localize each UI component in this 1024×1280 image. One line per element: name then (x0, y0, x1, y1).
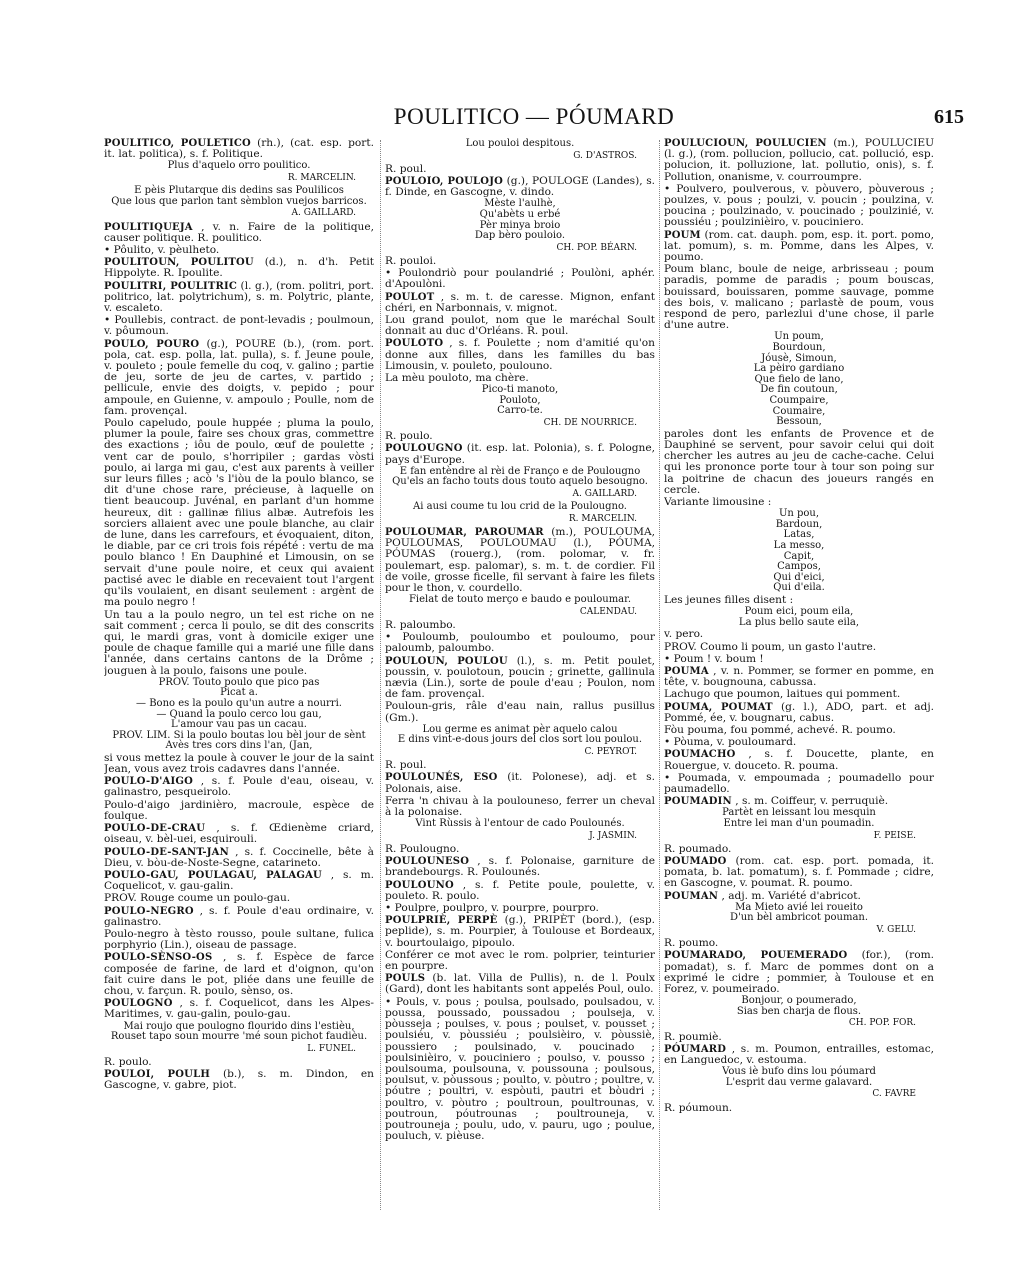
entry-text: v. pero. (664, 628, 704, 641)
quotation-line: D'un bèl ambricot pouman. (729, 912, 869, 924)
entry-text: • Pòuma, v. pouloumard. (664, 736, 797, 749)
running-title: POULITICO — PÓUMARD (393, 104, 675, 129)
quotation-line: Coumpaire, (769, 395, 829, 407)
dictionary-entry (385, 527, 655, 594)
entry-headword: POULUCIOUN, POULUCIEN (664, 138, 827, 149)
entry-definition: (m.), POULOUMA, POULOUMAS, POULOUMAU (l.), PÓUMA, PÓUMAS (rouerg.), (rom. polomar, v. fr. poulemart, esp. palomar), s. m. t. de cordier. Fil de voile, grosse ficelle, fil servant à faire les filets pour le thon, v. courdello. (385, 526, 655, 595)
dictionary-entry (664, 796, 934, 807)
running-head (104, 104, 964, 136)
entry-headword: POULOI, POULH (104, 1069, 210, 1081)
quotation-line: De fin coutoun, (760, 384, 838, 396)
entry-headword: POULO-D'AIGO (104, 776, 194, 788)
quotation-line: Un pou, (778, 508, 820, 520)
quotation-line: Qu'abèts u erbé (479, 209, 561, 220)
quotation-line: Qu'els an facho touts dous touto aquelo besougno. (392, 476, 648, 488)
dictionary-entry (664, 230, 934, 264)
quotation-line: La pèiro gardiano (753, 363, 845, 375)
quotation (385, 595, 655, 606)
entry-text: Variante limousine : (664, 496, 772, 509)
quotation-line: L'esprit dau verme galavard. (725, 1076, 873, 1088)
dictionary-entry (385, 973, 655, 995)
dictionary-entry (385, 338, 655, 372)
quotation-line: Partèt en leissant lou mesquin (722, 807, 876, 819)
dictionary-entry (385, 176, 655, 198)
quotation-attribution: R. MARCELIN. (287, 173, 356, 183)
entry-definition: , s. m. Coiffeur, v. perruquiè. (731, 795, 889, 808)
entry-headword: POULITRI, POULITRIC (104, 280, 238, 292)
quotation-attribution: CH. POP. BÉARN. (556, 242, 637, 253)
entry-text: Lachugo que poumon, laitues qui pomment. (664, 688, 901, 701)
quotation-line: Latas, (783, 529, 815, 541)
dictionary-entry (104, 1069, 374, 1091)
entry-text: • Pouls, v. pous ; poulsa, poulsado, poulsadou, v. poussa, poussado, poussadou ; poulseja, v. pòusseja ; poulses, v. pous ; poulset, v. pousset ; poulsiéu, v. pòussiéu ; poulsièiro, v. pòussiè, poussiero ; poulsinado, v. poucinado ; poulsinièiro, v. pouciniero ; poulso, v. pousso ; poulsouma, poulsouna, v. poussouna ; poulsous, poulsut, v. pòussous ; poulto, v. pòutro ; poultre, v. póutre ; poultri, v. espòuti, pautri et bòudri ; poultro, v. pòutro ; poultroun, poultrounas, v. poutroun, póutrounas ; poultrouneja, v. poutrouneja ; poulu, udo, v. pauru, ugo ; poulue, pouluch, v. pièuse. (385, 995, 655, 1143)
entry-headword: POULS (385, 973, 426, 985)
quotation (664, 1067, 934, 1088)
quotation-attribution: A. GAILLARD. (291, 208, 356, 219)
entry-headword: POULPRIÈ, PERPÈ (385, 915, 498, 927)
entry-definition: , adj. m. Variété d'abricot. (718, 889, 861, 902)
dictionary-entry (385, 772, 655, 794)
entry-headword: POUMA, POUMAT (664, 701, 773, 713)
dictionary-entry (664, 950, 934, 995)
entry-definition: (l.), s. m. Petit poulet, poussin, v. poulotoun, poucin ; grinette, gallinula nævia (Lin.), sorte de poule d'eau ; Poulon, nom de fam. provençal. (385, 654, 655, 701)
quotation-line: Plus d'aquelo orro poulitico. (167, 160, 311, 172)
entry-headword: POULO, POURO (104, 338, 200, 350)
quotation (104, 161, 374, 172)
quotation-line: PROV. Touto poulo que pico pas (158, 676, 320, 688)
quotation-attribution: V. GELU. (876, 925, 916, 935)
quotation (104, 1022, 374, 1043)
quotation (664, 808, 934, 829)
dictionary-entry (104, 776, 374, 798)
entry-text: si vous mettez la poule à couver le jour de la saint Jean, vous avez trois cadavres dans l'année. (104, 751, 374, 776)
quotation-attribution: C. PEYROT. (584, 747, 637, 758)
quotation (664, 332, 934, 427)
entry-headword: POUMADO (664, 856, 727, 867)
etymology-reference: R. poumo. (664, 937, 719, 950)
quotation (664, 996, 934, 1017)
dictionary-entry (104, 138, 374, 160)
entry-headword: POULOUNO (385, 879, 454, 891)
quotation-line: Coumaire, (772, 405, 826, 417)
entry-headword: POULOUN, POULOU (385, 655, 508, 667)
quotation (385, 467, 655, 488)
quotation (385, 819, 655, 830)
entry-definition: , s. f. Poule d'eau, oiseau, v. galinastro, pesqueirolo. (104, 775, 374, 799)
quotation-line: E pèis Plutarque dis dedins sas Poulilicos (134, 185, 344, 197)
column-divider (659, 140, 660, 1210)
entry-definition: (rh.), (cat. esp. port. it. lat. politica), s. f. Politique. (104, 138, 374, 161)
entry-definition: , s. f. Coquelicot, dans les Alpes-Maritimes, v. gau-galin, poulo-gau. (104, 997, 374, 1021)
dictionary-entry (385, 443, 655, 465)
entry-text: • Pouloumb, pouloumbo et pouloumo, pour paloumb, paloumbo. (385, 631, 655, 655)
entry-definition: , s. m. t. de caresse. Mignon, enfant chéri, en Narbonnais, v. mignot. (385, 290, 655, 314)
entry-definition: , s. f. Poulette ; nom d'amitié qu'on donne aux filles, dans les familles du bas Limousin, v. pouleto, poulouno. (385, 337, 655, 372)
quotation-line: Carro-te. (497, 405, 543, 417)
entry-definition: , v. n. Faire de la politique, causer politique. R. poulitico. (104, 220, 374, 244)
quotation-line: La messo, (773, 540, 825, 551)
dictionary-entry (664, 1044, 934, 1066)
dictionary-entry (104, 257, 374, 279)
entry-definition: (g.), POURE (b.), (rom. port. pola, cat. esp. polla, lat. pulla), s. f. Jeune poule, v. pouleto ; poule femelle du coq, v. galino ; partie de jeu, sorte de jeu de cartes, v. partido ; pellicule, envie des doigts, v. pepido ; pour ampoule, en Guienne, v. ampoulo ; Poulle, nom de fam. provençal. (104, 337, 374, 417)
entry-headword: POUM (664, 229, 701, 241)
quotation-line: PROV. LIM. Si la poulo boutas lou bèl jour de sènt (112, 729, 366, 741)
entry-headword: POULOIO, POULOJO (385, 176, 504, 187)
quotation-attribution: R. MARCELIN. (568, 513, 637, 524)
quotation (104, 186, 374, 207)
quotation-line: Ma Mieto avié lei roueito (735, 901, 863, 913)
quotation (664, 509, 934, 594)
quotation-attribution: CALENDAU. (579, 606, 637, 617)
quotation-line: Fielat de touto merço e baudo e pouloumar. (408, 594, 631, 606)
quotation (664, 607, 934, 628)
entry-text: • Poulvero, poulverous, v. pòuvero, pòuverous ; poulzes, v. pous ; poulzi, v. poucin ; poulzina, v. poucina ; poulzinado, v. poucinado ; poulzinié, v. poussiéu ; poulzinièiro, v. pouciniero. (664, 182, 934, 229)
column-right (664, 138, 934, 1218)
entry-definition: (b.), s. m. Dindon, en Gascogne, v. gabre, piot. (104, 1068, 374, 1092)
etymology-reference: R. poulo. (104, 1055, 152, 1068)
entry-definition: , s. f. Petite poule, poulette, v. pouleto. R. poulo. (385, 878, 655, 902)
etymology-reference: R. poumado. (664, 842, 732, 855)
entry-text: • Poulondriò pour poulandrié ; Poulòni, aphér. d'Apoulòni. (385, 267, 655, 291)
quotation-line: E dins vint-e-dous jours del clos sort lou poulou. (397, 734, 643, 746)
entry-definition: , s. f. Poule d'eau ordinaire, v. galinastro. (104, 904, 374, 928)
entry-definition: (it. esp. lat. Polonia), s. f. Pologne, pays d'Europe. (385, 442, 655, 466)
quotation-line: Que lous que parlon tant sèmblon vuejos barricos. (111, 195, 367, 207)
quotation (385, 199, 655, 241)
entry-headword: POULOTO (385, 338, 444, 350)
column-left (104, 138, 374, 1218)
dictionary-entry (385, 856, 655, 878)
quotation-line: Qui d'eila. (773, 582, 825, 594)
entry-headword: POULOT (385, 291, 435, 303)
entry-definition: (rom. cat. dauph. pom, esp. it. port. pomo, lat. pomum), s. m. Pomme, dans les Alpes, v. poumo. (664, 228, 934, 264)
quotation-line: Pèr minya broio (479, 219, 561, 231)
entry-text: Ferra 'n chivau à la poulouneso, ferrer un cheval à la polonaise. (385, 794, 655, 819)
dictionary-entry (104, 870, 374, 892)
entry-headword: POULO-DE-SANT-JAN (104, 846, 229, 858)
dictionary-entry (104, 823, 374, 845)
quotation-line: Capit, (783, 550, 815, 562)
quotation (385, 139, 655, 150)
entry-text: • Poumada, v. empoumada ; poumadello pour paumadello. (664, 771, 934, 795)
quotation-line: Dap bèro pouloio. (474, 230, 566, 242)
entry-headword: POULO-SÈNSO-OS (104, 952, 213, 964)
quotation-line: Lou pouloi despitous. (465, 138, 575, 149)
quotation-line: Qui d'eici, (773, 571, 825, 583)
dictionary-entry (664, 856, 934, 890)
entry-definition: , s. f. Œdienème criard, oiseau, v. bèl-uei, esquirouli. (104, 822, 374, 846)
entry-definition: (for.), (rom. pomadat), s. f. Marc de pommes dont on a exprimé le cidre ; pommier, à Toulouse et en Forez, v. poumeirado. (664, 949, 934, 996)
dictionary-entry (664, 666, 934, 688)
entry-text: • Poulpre, poulpro, v. pourpre, pourpro. (385, 902, 599, 915)
quotation (664, 903, 934, 924)
entry-headword: POULITICO, POULETICO (104, 138, 251, 149)
quotation-line: Pouloto, (499, 394, 541, 406)
column-middle (385, 138, 655, 1218)
entry-headword: POUMA (664, 665, 709, 677)
dictionary-entry (104, 339, 374, 417)
entry-headword: POULOGNO (104, 998, 173, 1010)
entry-text: Lou grand poulot, nom que le maréchal Soult donnait au duc d'Orléans. R. poul. (385, 314, 655, 338)
quotation-line: L'amour vau pas un cacau. (171, 719, 307, 731)
dictionary-entry (664, 749, 934, 771)
quotation (385, 725, 655, 746)
quotation-line: Vous iè bufo dins lou póumard (722, 1066, 876, 1078)
entry-headword: POUMARADO, POUEMERADO (664, 950, 848, 962)
entry-headword: POULITOUN, POULITOU (104, 257, 254, 269)
dictionary-entry (385, 656, 655, 701)
etymology-reference: R. poul. (385, 162, 427, 175)
quotation (385, 502, 655, 513)
etymology-reference: R. pouloi. (385, 254, 437, 267)
quotation-line: Campos, (777, 561, 821, 573)
entry-text: Un tau a la poulo negro, un tel est riche on ne sait comment ; cerca li poulo, se dit des conscrits qui, le mardi gras, vont à domicile exiger une poule de chaque famille qui a marié une fille dans l'année, dans certains cantons de la Drôme ; jouguen à la poulo, faisons une poule. (104, 608, 374, 677)
entry-headword: POUMACHO (664, 749, 736, 761)
dictionary-entry (664, 891, 934, 902)
quotation-line: Picat a. (220, 687, 258, 699)
quotation-line: — Bono es la poulo qu'un autre a nourri. (136, 697, 342, 709)
entry-definition: (g. l.), ADO, part. et adj. Pommé, ée, v. bougnaru, cabus. (664, 700, 934, 724)
entry-text: Poulo capeludo, poule huppée ; pluma la poulo, plumer la poule, faire ses choux gras, commettre des exactions ; iôu de poulo, œuf de poulette ; vent car de poulo, s'horripiler ; gardas vòsti poulo, ai larga mi gau, c'est aux parents à veiller sur leurs filles ; acò 's l'iòu de la poulo blanco, se dit d'une chose rare, précieuse, à laquelle on tient beaucoup. Juvénal, en parlant d'un homme heureux, dit : gallinæ filius albæ. Autrefois les sorciers allaient avec une poule blanche, au clair de lune, dans les carrefours, et évoquaient, diton, le diable, par ce cri trois fois répété : vertu de ma poulo blanco ! En Dauphiné et Limousin, on se servait d'une poule noire, et ceux qui avaient pactisé avec le diable en recevaient tout l'argent qu'ils voulaient, en disant seulement : argènt de ma poulo negro ! (104, 417, 374, 609)
dictionary-entry (104, 222, 374, 244)
quotation-attribution: F. PEISE. (873, 830, 916, 841)
entry-definition: (g.), PRIPÈT (bord.), (esp. peplide), s. m. Pourpier, à Toulouse et Bordeaux, v. bourtoulaigo, pipoulo. (385, 914, 655, 949)
quotation-line: Pico-ti manoto, (481, 384, 559, 396)
etymology-reference: R. poulo. (385, 430, 433, 443)
quotation-line: Bardoun, (775, 518, 823, 530)
entry-headword: POULOUNÉS, ESO (385, 772, 498, 784)
quotation-line: — Quand la poulo cerco lou gau, (156, 708, 322, 720)
entry-definition: , s. f. Coccinelle, bête à Dieu, v. bòu-de-Noste-Segne, catarineto. (104, 845, 374, 869)
quotation-line: E fan entèndre al rèi de Franço e de Poulougno (399, 465, 641, 477)
etymology-reference: R. poumiè. (664, 1030, 722, 1043)
etymology-reference: R. paloumbo. (385, 619, 456, 632)
quotation-attribution: CH. DE NOURRICE. (543, 418, 637, 428)
etymology-reference: R. Poulougno. (385, 843, 460, 856)
quotation-line: Sias ben charja de flous. (736, 1005, 862, 1017)
entry-definition: (l. g.), (rom. politri, port. politrico, lat. polytrichum), s. m. Polytric, plante, v. escaleto. (104, 279, 374, 315)
entry-text: • Poullebis, contract. de pont-levadis ; poulmoun, v. pôumoun. (104, 314, 374, 338)
quotation-line: Vint Rùssis à l'entour de cado Poulounés. (415, 818, 625, 830)
quotation-line: La plus bello saute eila, (738, 616, 860, 628)
quotation-line: Que fielo de lano, (754, 373, 844, 385)
entry-text: Les jeunes filles disent : (664, 593, 794, 606)
entry-headword: POULITIQUEJA (104, 221, 193, 233)
quotation-line: Bourdoun, (772, 342, 826, 354)
dictionary-entry (104, 952, 374, 997)
entry-definition: (g.), POULOGE (Landes), s. f. Dinde, en Gascogne, v. dindo. (385, 175, 655, 199)
quotation-attribution: CH. POP. FOR. (848, 1018, 916, 1029)
quotation-line: Lou germe es animat pèr aquelo calou (422, 723, 618, 735)
dictionary-entry (385, 880, 655, 902)
quotation-attribution: L. FUNEL. (307, 1043, 356, 1054)
quotation-line: Rouset tapo soun mourre 'mé soun pichot faudièu. (110, 1031, 368, 1043)
dictionary-entry (104, 906, 374, 928)
quotation-attribution: A. GAILLARD. (572, 489, 637, 499)
entry-definition: , s. f. Doucette, plante, en Rouergue, v. douceto. R. pouma. (664, 748, 934, 772)
dictionary-entry (664, 702, 934, 724)
entry-definition: (d.), n. d'h. Petit Hippolyte. R. Ipoulite. (104, 256, 374, 280)
column-divider (380, 140, 381, 1210)
entry-text: Fòu pouma, fou pommé, achevé. R. poumo. (664, 723, 896, 736)
entry-text: Poulo-negro à tèsto rousso, poule sultane, fulica porphyrio (Lin.), oiseau de passage. (104, 927, 374, 952)
quotation-line: Mèste l'aulhè, (484, 198, 556, 210)
quotation (104, 678, 374, 752)
entry-definition: , s. m. Coquelicot, v. gau-galin. (104, 868, 374, 893)
entry-text: • Poum ! v. boum ! (664, 652, 764, 665)
entry-definition: , s. m. Poumon, entrailles, estomac, en Languedoc, v. estouma. (664, 1042, 934, 1067)
entry-definition: (it. Polonese), adj. et s. Polonais, aise. (385, 771, 655, 795)
entry-headword: POULOUNESO (385, 856, 470, 868)
entry-headword: POULO-DE-CRAU (104, 823, 206, 835)
quotation-line: Un poum, (774, 331, 824, 343)
entry-text: PROV. Coumo li poum, un gasto l'autre. (664, 640, 877, 653)
entry-text: La mèu pouloto, ma chère. (385, 372, 529, 385)
entry-headword: POULO-NEGRO (104, 905, 194, 917)
quotation-attribution: J. JASMIN. (589, 830, 637, 841)
quotation-line: Mai roujo que poulogno flourido dins l'estièu, (123, 1020, 355, 1032)
quotation-line: Bonjour, o poumerado, (741, 995, 857, 1007)
entry-definition: (m.), POULUCIÉU (l. g.), (rom. pollucion, pollucio, cat. pollució, esp. polucion, it. polluzione, lat. pollutio, onis), s. f. Pollution, onanisme, v. courroumpre. (664, 138, 934, 183)
entry-headword: PÓUMARD (664, 1043, 727, 1055)
quotation-line: Jóusè, Simoun, (761, 352, 837, 364)
entry-text: PROV. Rouge coume un poulo-gau. (104, 892, 291, 905)
quotation-attribution: G. D'ASTROS. (573, 150, 637, 161)
entry-headword: POULOUMAR, PAROUMAR (385, 527, 544, 538)
quotation-line: Ai ausi coume tu lou crid de la Poulougno. (413, 501, 627, 513)
entry-definition: , v. n. Pommer, se former en pomme, en tête, v. bougnouna, cabussa. (664, 664, 934, 689)
entry-headword: POUMADIN (664, 796, 732, 808)
entry-definition: , s. f. Espèce de farce composée de farine, de lard et d'oignon, qu'on fait cuire dans le pot, pliée dans une feuille de chou, v. farçun. R. poulo, sènso, os. (104, 951, 374, 997)
dictionary-entry (104, 998, 374, 1020)
dictionary-entry (385, 915, 655, 949)
quotation-line: Bessoun, (776, 416, 822, 428)
quotation-line: Avès tres cors dins l'an, (Jan, (165, 740, 313, 752)
page-number: 615 (934, 106, 964, 128)
entry-text: Poulo-d'aigo jardinièro, macroule, espèce de foulque. (104, 798, 374, 822)
entry-definition: (rom. cat. esp. port. pomada, it. pomata, b. lat. pomatum), s. f. Pommade ; cidre, en Gascogne, v. poumat. R. poumo. (664, 855, 934, 890)
etymology-reference: R. poul. (385, 759, 427, 772)
entry-text: paroles dont les enfants de Provence et de Dauphiné se servent, pour savoir celui qui doit chercher les autres au jeu de cache-cache. Celui qui les prononce porte tour à tour son poing sur la poitrine de chacun des joueurs rangés en cercle. (664, 427, 934, 496)
dictionary-entry (385, 292, 655, 314)
entry-definition: (b. lat. Villa de Pullis), n. de l. Poulx (Gard), dont les habitants sont appelés Poul, oulo. (385, 972, 655, 996)
quotation-line: Poum eici, poum eila, (744, 606, 854, 618)
entry-text: Conférer ce mot avec le rom. polprier, teinturier en pourpre. (385, 948, 655, 973)
entry-text: • Pôulito, v. pèulheto. (104, 244, 220, 256)
etymology-reference: R. póumoun. (664, 1101, 733, 1114)
quotation-line: Entre lei man d'un poumadin. (723, 818, 875, 829)
entry-text: Pouloun-gris, râle d'eau nain, rallus pusillus (Gm.). (385, 700, 655, 724)
entry-definition: , s. f. Polonaise, garniture de brandebourgs. R. Poulounés. (385, 855, 655, 879)
entry-headword: POUMAN (664, 890, 719, 902)
dictionary-entry (104, 847, 374, 869)
entry-headword: POULO-GAU, POULAGAU, PALAGAU (104, 869, 322, 881)
entry-text: Poum blanc, boule de neige, arbrisseau ; poum paradis, pomme de paradis ; poum bouscas, bouissard, bouissaren, pomme sauvage, pomme des bois, v. malicano ; parlastè de poum, vous respond de pero, parlezlui d'une chose, il parle d'une autre. (664, 263, 934, 332)
entry-headword: POULOUGNO (385, 443, 463, 455)
dictionary-entry (664, 138, 934, 183)
dictionary-entry (104, 281, 374, 315)
quotation (385, 385, 655, 417)
quotation-attribution: C. FAVRE (872, 1089, 916, 1100)
